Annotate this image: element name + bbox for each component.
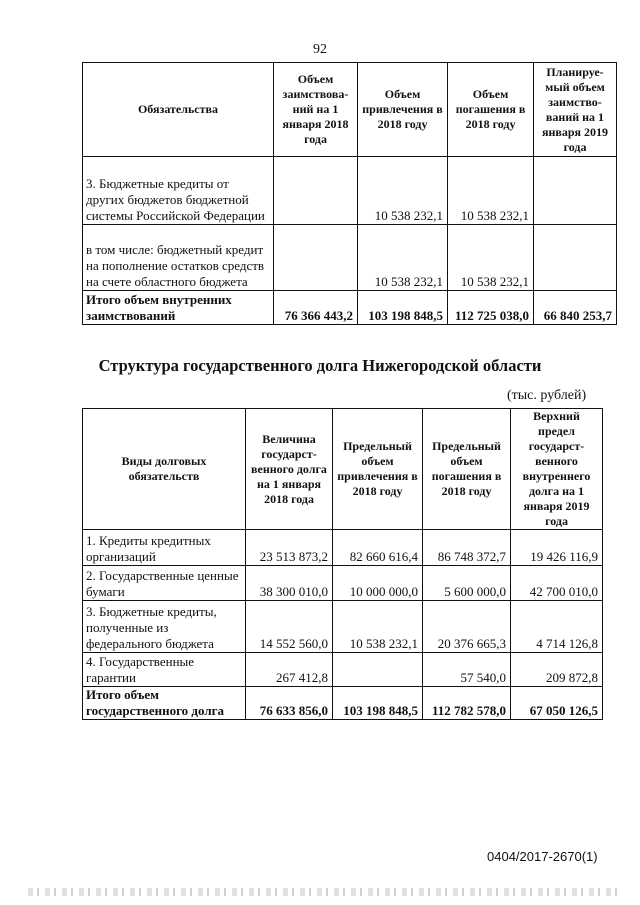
cell-value: 4 714 126,8 bbox=[511, 601, 603, 653]
cell-value: 20 376 665,3 bbox=[423, 601, 511, 653]
column-header: Верхний предел государст-венного внутреннего долга на 1 января 2019 года bbox=[511, 409, 603, 530]
table-row bbox=[83, 157, 617, 225]
cell-value: 10 538 232,1 bbox=[333, 601, 423, 653]
cell-value: 42 700 010,0 bbox=[511, 566, 603, 601]
total-row bbox=[83, 291, 617, 325]
column-header: Величина государст-венного долга на 1 января 2018 года bbox=[246, 409, 333, 530]
column-header: Объем привлечения в 2018 году bbox=[358, 63, 448, 157]
cell-value: 38 300 010,0 bbox=[246, 566, 333, 601]
cell-value: 23 513 873,2 bbox=[246, 530, 333, 566]
page-number: 92 bbox=[313, 42, 327, 57]
column-header: Планируе-мый объем заимство-ваний на 1 января 2019 года bbox=[534, 63, 617, 157]
cell-value: 10 000 000,0 bbox=[333, 566, 423, 601]
total-row bbox=[83, 687, 603, 720]
cell-value: 82 660 616,4 bbox=[333, 530, 423, 566]
row-label: 3. Бюджетные кредиты от других бюджетов бюджетной системы Российской Федерации bbox=[83, 157, 274, 225]
table-row bbox=[83, 530, 603, 566]
total-value: 76 633 856,0 bbox=[246, 687, 333, 720]
cell-value: 10 538 232,1 bbox=[358, 225, 448, 291]
total-value: 112 725 038,0 bbox=[448, 291, 534, 325]
table-row bbox=[83, 566, 603, 601]
cell-value: 5 600 000,0 bbox=[423, 566, 511, 601]
cell-value bbox=[274, 225, 358, 291]
total-label: Итого объем государственного долга bbox=[83, 687, 246, 720]
row-label: 2. Государственные ценные бумаги bbox=[83, 566, 246, 601]
column-header: Обязательства bbox=[83, 63, 274, 157]
total-value: 67 050 126,5 bbox=[511, 687, 603, 720]
column-header: Предельный объем погашения в 2018 году bbox=[423, 409, 511, 530]
row-label: в том числе: бюджетный кредит на пополнение остатков средств на счете областного бюджета bbox=[83, 225, 274, 291]
cell-value: 209 872,8 bbox=[511, 653, 603, 687]
cell-value: 57 540,0 bbox=[423, 653, 511, 687]
cell-value: 10 538 232,1 bbox=[448, 157, 534, 225]
cell-value: 14 552 560,0 bbox=[246, 601, 333, 653]
borrowings-table bbox=[82, 62, 617, 325]
scan-edge-artifact bbox=[28, 888, 618, 896]
column-header: Объем погашения в 2018 году bbox=[448, 63, 534, 157]
cell-value: 19 426 116,9 bbox=[511, 530, 603, 566]
table-row bbox=[83, 601, 603, 653]
cell-value: 86 748 372,7 bbox=[423, 530, 511, 566]
total-value: 76 366 443,2 bbox=[274, 291, 358, 325]
table-row bbox=[83, 653, 603, 687]
table-header-row bbox=[83, 409, 603, 530]
cell-value bbox=[274, 157, 358, 225]
cell-value: 10 538 232,1 bbox=[448, 225, 534, 291]
cell-value bbox=[333, 653, 423, 687]
cell-value bbox=[534, 225, 617, 291]
total-value: 103 198 848,5 bbox=[358, 291, 448, 325]
row-label: 3. Бюджетные кредиты, полученные из федерального бюджета bbox=[83, 601, 246, 653]
section-title: Структура государственного долга Нижегородской области bbox=[98, 356, 542, 375]
total-value: 103 198 848,5 bbox=[333, 687, 423, 720]
total-value: 112 782 578,0 bbox=[423, 687, 511, 720]
column-header: Объем заимствова-ний на 1 января 2018 года bbox=[274, 63, 358, 157]
row-label: 4. Государственные гарантии bbox=[83, 653, 246, 687]
total-label: Итого объем внутренних заимствований bbox=[83, 291, 274, 325]
column-header: Предельный объем привлечения в 2018 году bbox=[333, 409, 423, 530]
table-row bbox=[83, 225, 617, 291]
column-header: Виды долговых обязательств bbox=[83, 409, 246, 530]
cell-value: 10 538 232,1 bbox=[358, 157, 448, 225]
debt-structure-table bbox=[82, 408, 603, 720]
cell-value: 267 412,8 bbox=[246, 653, 333, 687]
cell-value bbox=[534, 157, 617, 225]
units-label: (тыс. рублей) bbox=[507, 388, 587, 403]
table-header-row bbox=[83, 63, 617, 157]
document-code: 0404/2017-2670(1) bbox=[487, 849, 598, 864]
row-label: 1. Кредиты кредитных организаций bbox=[83, 530, 246, 566]
total-value: 66 840 253,7 bbox=[534, 291, 617, 325]
